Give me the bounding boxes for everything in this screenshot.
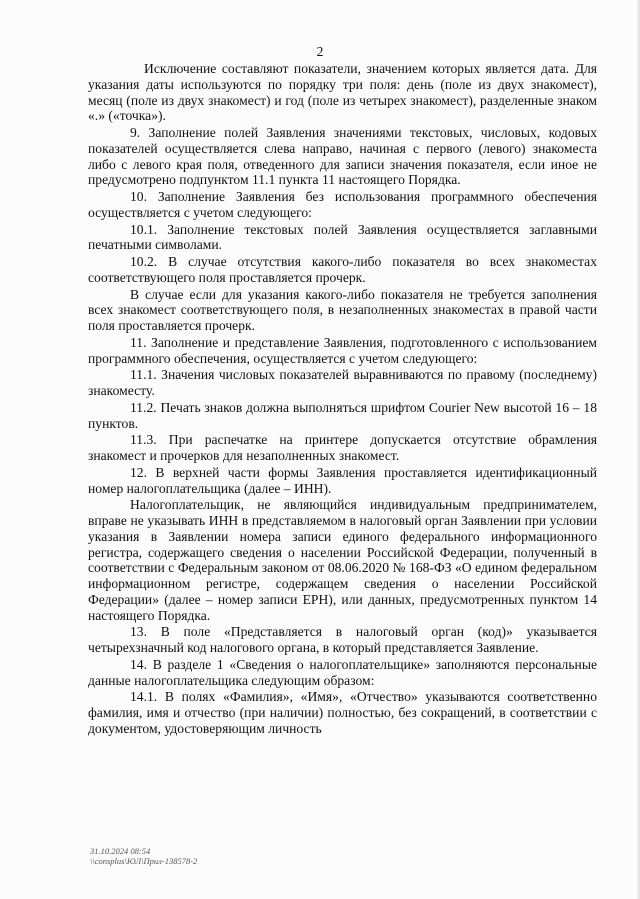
paragraph-11-1: 11.1. Значения числовых показателей выравниваются по правому (последнему) знакоместу. [88, 367, 597, 398]
footer-timestamp: 31.10.2024 08:54 [90, 846, 151, 856]
paragraph-10-1: 10.1. Заполнение текстовых полей Заявления осуществляется заглавными печатными символами. [88, 221, 597, 253]
paragraph-14: 14. В разделе 1 «Сведения о налогоплательщике» заполняются персональные данные налогоплательщика следующим образом: [88, 656, 597, 688]
footer-stamp [90, 846, 197, 866]
paragraph-14-1: 14.1. В полях «Фамилия», «Имя», «Отчество» указываются соответственно фамилия, имя и отчество (при наличии) полностью, без сокращений, в соответствии с документом, удостоверяющим личность [88, 689, 597, 736]
paragraph-12: 12. В верхней части формы Заявления проставляется идентификационный номер налогоплательщика (далее – ИНН). [88, 464, 597, 496]
paragraph-11-3: 11.3. При распечатке на принтере допускается отсутствие обрамления знакомест и прочерков для незаполненных знакомест. [88, 432, 597, 463]
footer-path: \\consplus\ЮЛ\Прил-138578-2 [90, 856, 198, 866]
paragraph-10: 10. Заполнение Заявления без использования программного обеспечения осуществляется с учетом следующего: [88, 189, 597, 220]
paragraph-12-taxpayer: Налогоплательщик, не являющийся индивидуальным предпринимателем, вправе не указывать ИНН в представляемом в налоговый орган Заявлении при условии указания в Заявлении номера записи единого федерального информационного регистра, содержащего сведения о населении Российской Федерации, полученный в соответствии с Федеральным законом от 08.06.2020 № 168-ФЗ «О едином федеральном информационном регистре, содержащем сведения о населении Российской Федерации» (далее – номер записи ЕРН), или данных, предусмотренных пунктом 14 настоящего Порядка. [88, 497, 597, 623]
page-number: 2 [316, 44, 324, 59]
paragraph-10-2-cont: В случае если для указания какого-либо показателя не требуется заполнения всех знакомест соответствующего поля, в незаполненных знакоместах в правой части поля проставляется прочерк. [88, 286, 597, 333]
paragraph-13: 13. В поле «Представляется в налоговый орган (код)» указывается четырехзначный код налогового органа, в который представляется Заявление. [88, 624, 597, 655]
paragraph-date-exception: Исключение составляют показатели, значением которых является дата. Для указания даты используются по порядку три поля: день (поле из двух знакомест), месяц (поле из двух знакомест) и год (поле из четырех знакомест), разделенные знаком «.» («точка»). [88, 61, 597, 124]
paragraph-11: 11. Заполнение и представление Заявления, подготовленного с использованием программного обеспечения, осуществляется с учетом следующего: [88, 334, 597, 366]
paragraph-9: 9. Заполнение полей Заявления значениями текстовых, числовых, кодовых показателей осуществляется слева направо, начиная с первого (левого) знакоместа либо с левого края поля, отведенного для записи значения показателя, если иное не предусмотрено подпунктом 11.1 пункта 11 настоящего Порядка. [88, 125, 597, 188]
paragraph-11-2: 11.2. Печать знаков должна выполняться шрифтом Courier New высотой 16 – 18 пунктов. [88, 399, 597, 431]
paragraph-10-2: 10.2. В случае отсутствия какого-либо показателя во всех знакоместах соответствующего поля проставляется прочерк. [88, 254, 597, 285]
document-body [88, 61, 597, 737]
